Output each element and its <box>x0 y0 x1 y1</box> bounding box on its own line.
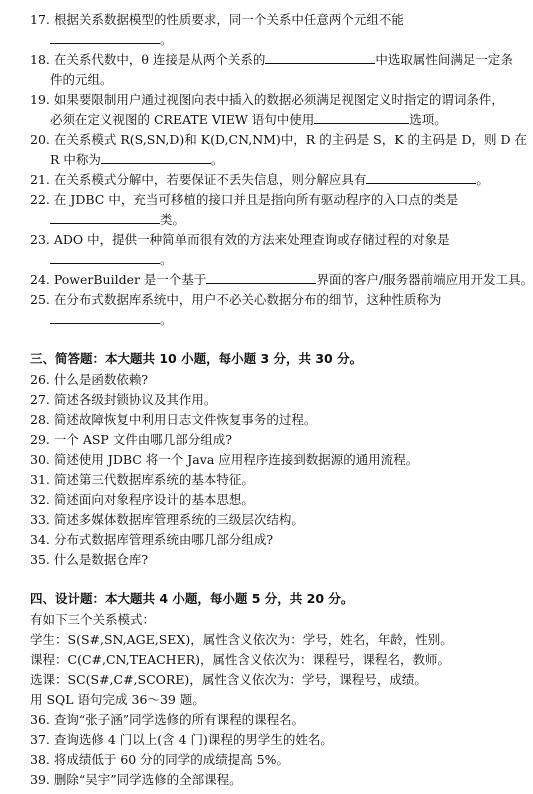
question-text: 17. 根据关系数据模型的性质要求，同一个关系中任意两个元组不能 <box>30 12 404 27</box>
question-34: 34. 分布式数据库管理系统由哪几部分组成? <box>30 532 274 547</box>
schema-intro: 有如下三个关系模式： <box>30 612 156 627</box>
answer-blank[interactable] <box>265 50 375 64</box>
question-text: 25. 在分布式数据库系统中，用户不必关心数据分布的细节，这种性质称为 <box>30 292 442 307</box>
schema-instruction: 用 SQL 语句完成 36～39 题。 <box>30 692 205 707</box>
section-heading-short-answer: 三、简答题：本大题共 10 小题，每小题 3 分，共 30 分。 <box>30 351 363 366</box>
question-text: 21. 在关系模式分解中，若要保证不丢失信息，则分解应具有 <box>30 172 367 187</box>
question-37: 37. 查询选修 4 门以上(含 4 门)课程的男学生的姓名。 <box>30 732 333 747</box>
question-38: 38. 将成绩低于 60 分的同学的成绩提高 5%。 <box>30 752 290 767</box>
schema-selection: 选课：SC(S#,C#,SCORE)，属性含义依次为：学号，课程号，成绩。 <box>30 672 427 687</box>
answer-blank[interactable] <box>206 270 316 284</box>
schema-course: 课程：C(C#,CN,TEACHER)，属性含义依次为：课程号，课程名，教师。 <box>30 652 450 667</box>
question-text: 22. 在 JDBC 中，充当可移植的接口并且是指向所有驱动程序的入口点的类是 <box>30 192 459 207</box>
question-20: 20. 在关系模式 R(S,SN,D)和 K(D,CN,NM)中，R 的主码是 S，K 的主码是 D，则 D 在 R 中称为 。 <box>30 132 528 167</box>
question-27: 27. 简述各级封锁协议及其作用。 <box>30 392 217 407</box>
question-29: 29. 一个 ASP 文件由哪几部分组成? <box>30 432 233 447</box>
question-23: 23. ADO 中，提供一种简单而很有效的方法来处理查询或存储过程的对象是 。 <box>30 230 515 270</box>
question-39: 39. 删除“吴宇”同学选修的全部课程。 <box>30 772 242 787</box>
answer-blank[interactable] <box>50 310 160 324</box>
question-text: 19. 如果要限制用户通过视图向表中插入的数据必须满足视图定义时指定的谓词条件， <box>30 92 504 107</box>
answer-blank[interactable] <box>50 210 160 224</box>
question-28: 28. 简述故障恢复中利用日志文件恢复事务的过程。 <box>30 412 317 427</box>
question-33: 33. 简述多媒体数据库管理系统的三级层次结构。 <box>30 512 304 527</box>
question-21: 21. 在关系模式分解中，若要保证不丢失信息，则分解应具有 。 <box>30 172 489 187</box>
question-26: 26. 什么是函数依赖? <box>30 372 149 387</box>
question-35: 35. 什么是数据仓库? <box>30 552 149 567</box>
answer-blank[interactable] <box>101 150 211 164</box>
question-text: 23. ADO 中，提供一种简单而很有效的方法来处理查询或存储过程的对象是 <box>30 232 450 247</box>
answer-blank[interactable] <box>314 110 409 124</box>
question-22: 22. 在 JDBC 中，充当可移植的接口并且是指向所有驱动程序的入口点的类是 类。 <box>30 190 515 230</box>
question-31: 31. 简述第三代数据库系统的基本特征。 <box>30 472 254 487</box>
schema-student: 学生：S(S#,SN,AGE,SEX)，属性含义依次为：学号，姓名，年龄，性别。 <box>30 632 453 647</box>
question-18: 18. 在关系代数中，θ 连接是从两个关系的 中选取属性间满足一定条 件的元组。 <box>30 52 513 87</box>
question-17: 17. 根据关系数据模型的性质要求，同一个关系中任意两个元组不能 。 <box>30 10 515 50</box>
question-text: 20. 在关系模式 R(S,SN,D)和 K(D,CN,NM)中，R 的主码是 S，K 的主码是 D，则 D 在 <box>30 132 528 147</box>
question-36: 36. 查询“张子涵”同学选修的所有课程的课程名。 <box>30 712 305 727</box>
answer-blank[interactable] <box>50 30 160 44</box>
question-32: 32. 简述面向对象程序设计的基本思想。 <box>30 492 254 507</box>
answer-blank[interactable] <box>50 250 160 264</box>
question-30: 30. 简述使用 JDBC 将一个 Java 应用程序连接到数据源的通用流程。 <box>30 452 419 467</box>
question-25: 25. 在分布式数据库系统中，用户不必关心数据分布的细节，这种性质称为 。 <box>30 290 515 330</box>
question-text: 24. PowerBuilder 是一个基于 <box>30 272 207 287</box>
answer-blank[interactable] <box>366 170 476 184</box>
question-text: 18. 在关系代数中，θ 连接是从两个关系的 <box>30 52 266 67</box>
question-19: 19. 如果要限制用户通过视图向表中插入的数据必须满足视图定义时指定的谓词条件， 必须在定义视图的 CREATE VIEW 语句中使用 选项。 <box>30 90 515 130</box>
question-24: 24. PowerBuilder 是一个基于 界面的客户/服务器前端应用开发工具。 <box>30 272 533 287</box>
section-heading-design: 四、设计题：本大题共 4 小题，每小题 5 分，共 20 分。 <box>30 591 354 606</box>
